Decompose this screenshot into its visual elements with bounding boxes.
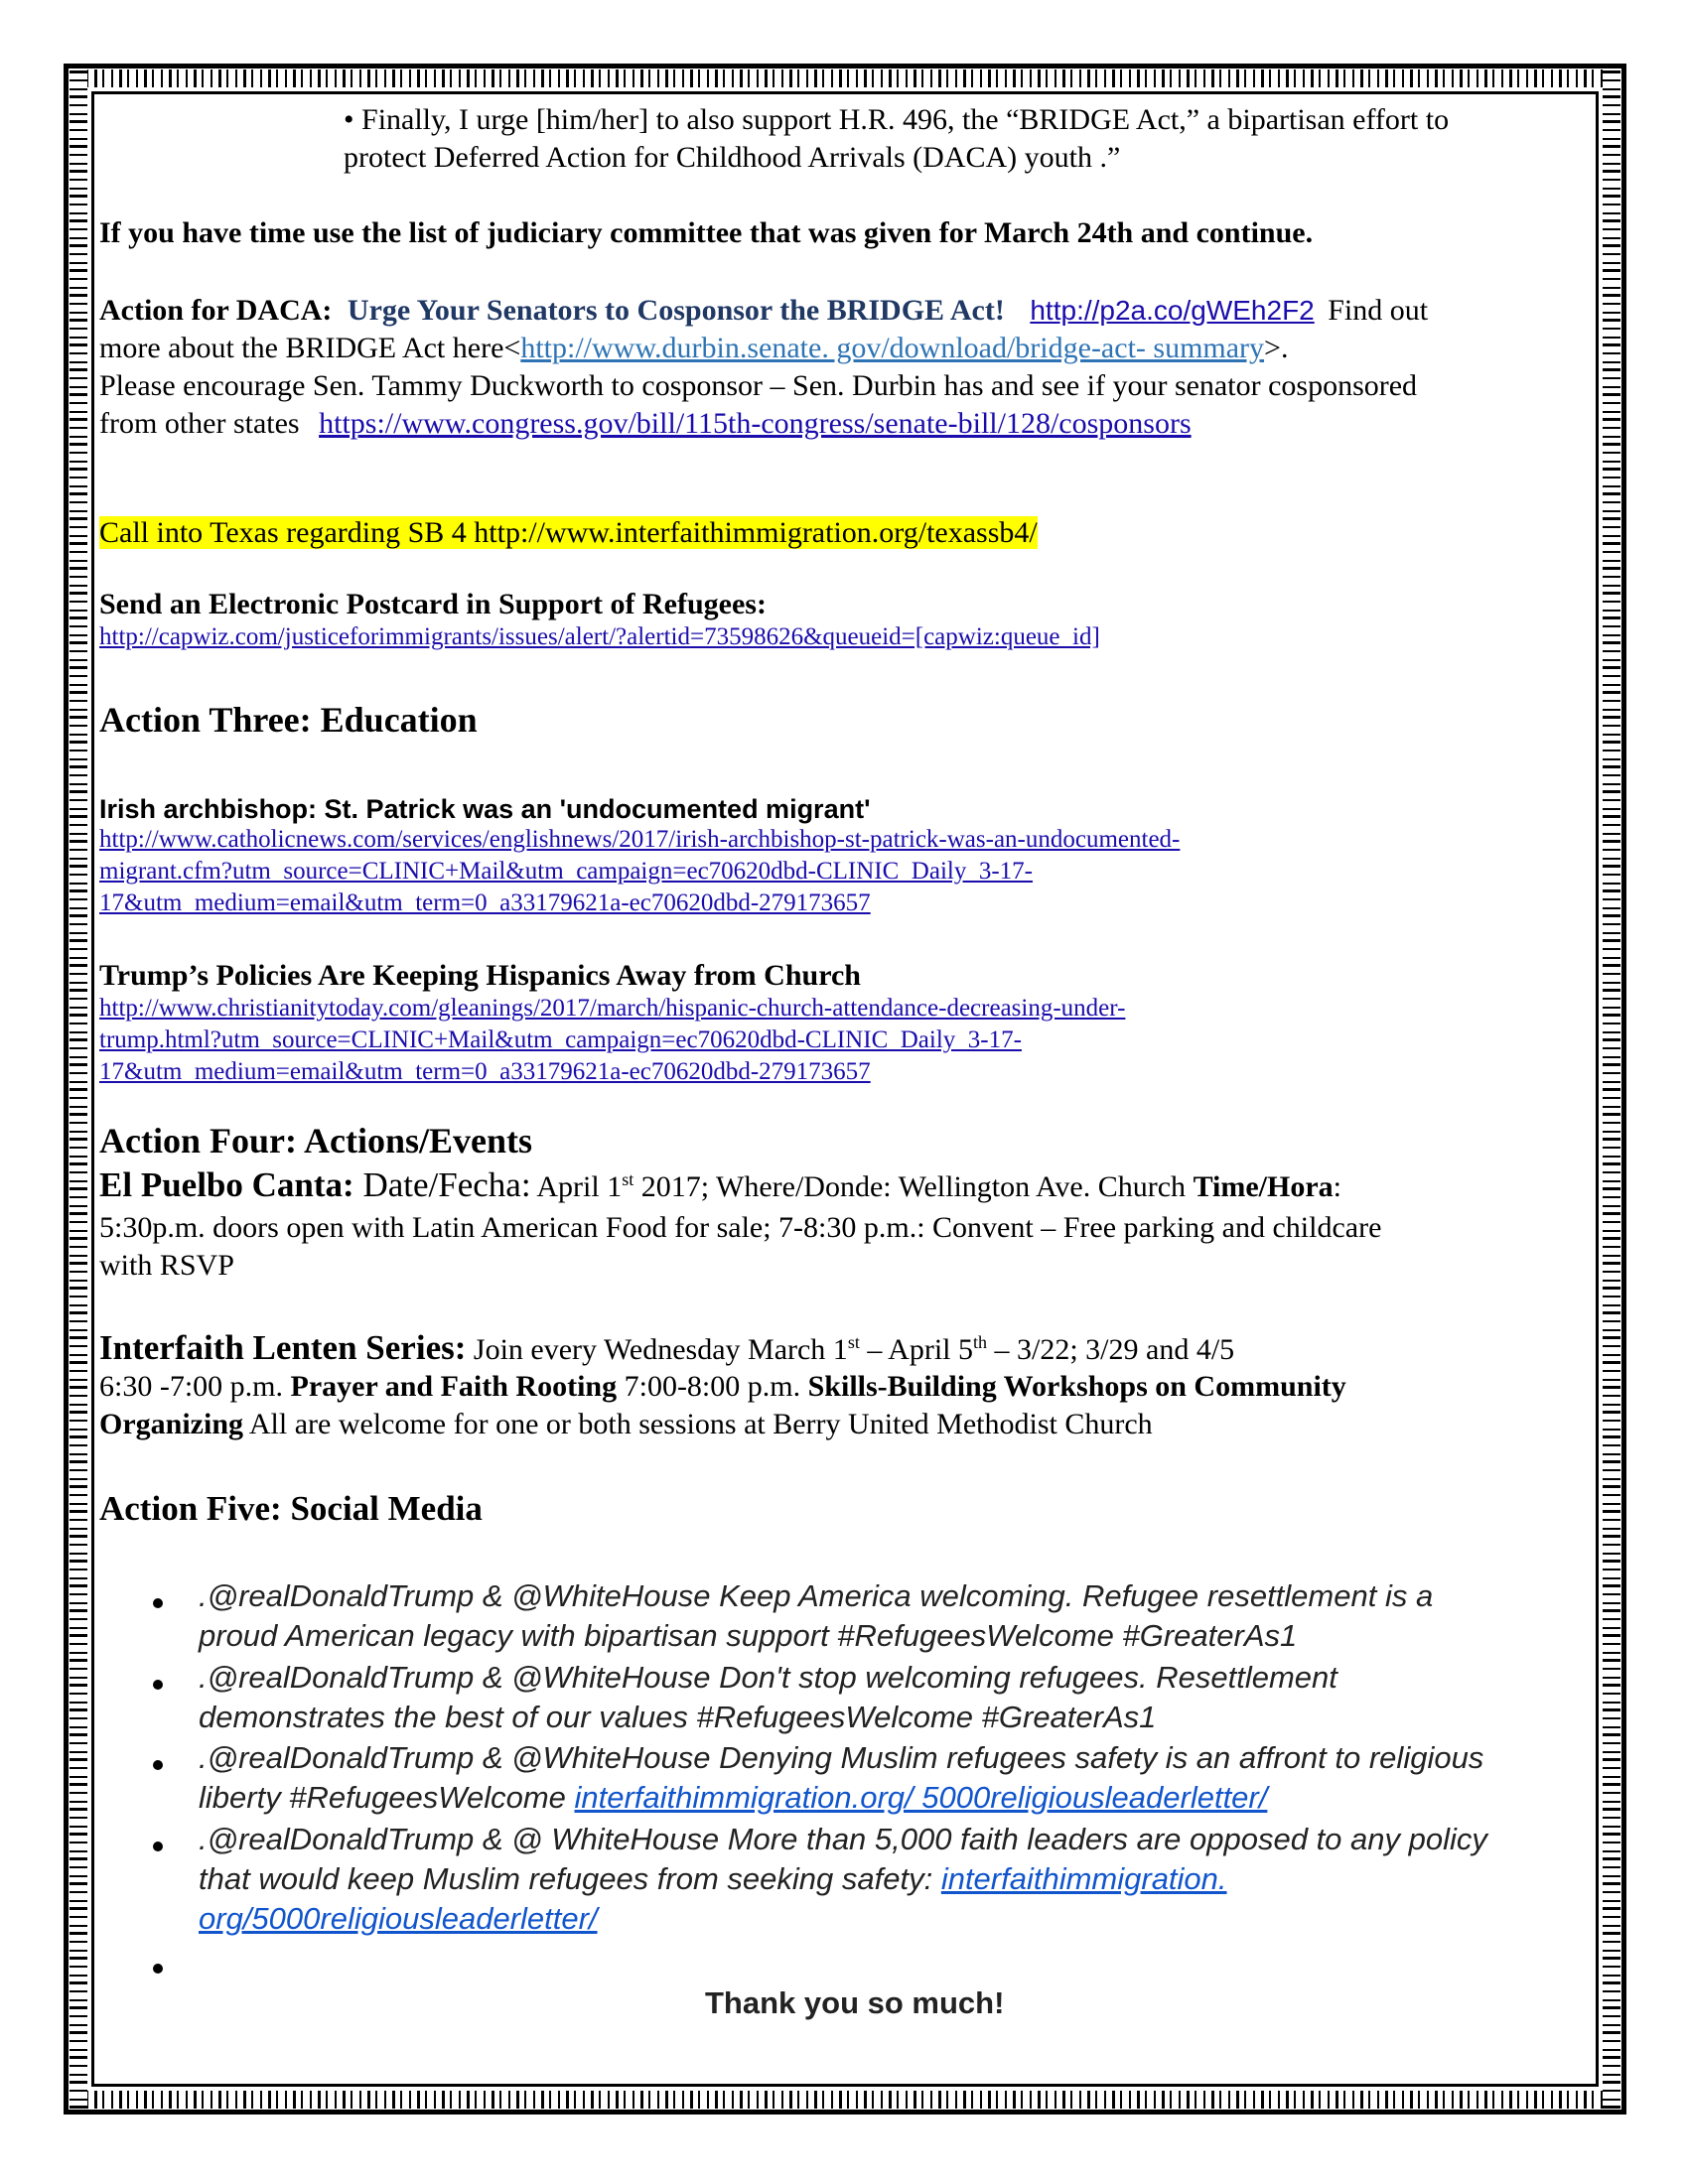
education-item2-link-1[interactable]: http://www.christianitytoday.com/gleanings/2017/march/hispanic-church-attendance-decreasing-under-: [99, 995, 1126, 1022]
tweet-3-text: liberty #RefugeesWelcome: [199, 1780, 575, 1815]
bridge-bullet-line1: • Finally, I urge [him/her] to also support H.R. 496, the “BRIDGE Act,” a bipartisan effort to: [344, 103, 1450, 136]
bullet-icon: [153, 1680, 163, 1690]
pueblo-name: El Puelbo Canta:: [99, 1165, 354, 1204]
bullet-icon: [153, 1842, 163, 1851]
border-pattern-right: [1603, 69, 1620, 2109]
action-five-heading: Action Five: Social Media: [99, 1489, 483, 1528]
durbin-link[interactable]: http://www.durbin.senate. gov/download/bridge-act- summary: [520, 332, 1265, 364]
lenten-welcome: All are welcome for one or both sessions at Berry United Methodist Church: [243, 1408, 1153, 1440]
lenten-sup1: st: [847, 1332, 860, 1352]
daca-close: >.: [1264, 332, 1289, 364]
texas-callout: [99, 516, 1038, 550]
daca-label: Action for DACA:: [99, 294, 333, 327]
education-item2-title: Trump’s Policies Are Keeping Hispanics Away from Church: [99, 959, 861, 992]
lenten-time2: 7:00-8:00 p.m.: [617, 1370, 808, 1403]
tweet-2-line2: demonstrates the best of our values #RefugeesWelcome #GreaterAs1: [199, 1700, 1157, 1734]
lenten-time1: 6:30 -7:00 p.m.: [99, 1370, 291, 1403]
bullet-icon: [153, 1964, 163, 1974]
pueblo-time-label: Time/Hora: [1193, 1170, 1334, 1203]
lenten-dates: – 3/22; 3/29 and 4/5: [987, 1333, 1235, 1366]
tweet-1-line2: proud American legacy with bipartisan support #RefugeesWelcome #GreaterAs1: [199, 1618, 1298, 1653]
bullet-icon: [153, 1598, 163, 1608]
lenten-line2: [99, 1370, 1346, 1404]
pueblo-line1: [99, 1165, 1341, 1205]
tweet-4-link-part1[interactable]: interfaithimmigration.: [940, 1861, 1227, 1896]
tweet-4-line2: [199, 1861, 1227, 1897]
postcard-title: Send an Electronic Postcard in Support of Refugees:: [99, 588, 767, 620]
pueblo-date-rest: 2017; Where/Donde: Wellington Ave. Church: [633, 1170, 1194, 1203]
lenten-line3: [99, 1408, 1153, 1441]
daca-other-states: from other states: [99, 407, 300, 440]
daca-short-link[interactable]: http://p2a.co/gWEh2F2: [1030, 295, 1315, 326]
border-pattern-top: [70, 69, 1620, 87]
judiciary-note: If you have time use the list of judiciary committee that was given for March 24th and continue.: [99, 216, 1314, 249]
education-item2-link-2[interactable]: trump.html?utm_source=CLINIC+Mail&utm_campaign=ec70620dbd-CLINIC_Daily_3-17-: [99, 1026, 1022, 1053]
pueblo-colon: :: [1333, 1170, 1341, 1203]
postcard-link[interactable]: http://capwiz.com/justiceforimmigrants/issues/alert/?alertid=73598626&queueid=[capwiz:queue_id]: [99, 623, 1100, 650]
pueblo-line3: with RSVP: [99, 1249, 234, 1282]
education-item2-link-3[interactable]: 17&utm_medium=email&utm_term=0_a33179621a-ec70620dbd-279173657: [99, 1058, 871, 1085]
daca-encourage: Please encourage Sen. Tammy Duckworth to cosponsor – Sen. Durbin has and see if your senator cosponsored: [99, 369, 1418, 402]
border-pattern-bottom: [70, 2091, 1620, 2109]
bullet-icon: [153, 1760, 163, 1770]
congress-link[interactable]: https://www.congress.gov/bill/115th-congress/senate-bill/128/cosponsors: [319, 407, 1192, 440]
action-four-heading: Action Four: Actions/Events: [99, 1121, 532, 1160]
daca-line4: [99, 407, 1192, 441]
lenten-dash: – April 5: [859, 1333, 973, 1366]
lenten-name: Interfaith Lenten Series:: [99, 1328, 467, 1367]
education-item1-link-2[interactable]: migrant.cfm?utm_source=CLINIC+Mail&utm_campaign=ec70620dbd-CLINIC_Daily_3-17-: [99, 858, 1034, 885]
lenten-prayer: Prayer and Faith Rooting: [290, 1370, 618, 1403]
tweet-2-line1: .@realDonaldTrump & @WhiteHouse Don't stop welcoming refugees. Resettlement: [199, 1660, 1337, 1695]
daca-find-out: Find out: [1328, 294, 1429, 327]
tweet-3-line2: [199, 1780, 1267, 1816]
lenten-skills: Skills-Building Workshops on Community: [807, 1370, 1346, 1403]
daca-headline: Urge Your Senators to Cosponsor the BRIDGE Act!: [347, 294, 1005, 327]
lenten-line1: [99, 1328, 1234, 1368]
education-item1-title: Irish archbishop: St. Patrick was an 'undocumented migrant': [99, 794, 871, 824]
tweet-1-line1: .@realDonaldTrump & @WhiteHouse Keep America welcoming. Refugee resettlement is a: [199, 1578, 1434, 1613]
tweet-4-line3: [199, 1901, 598, 1937]
tweet-4-text: that would keep Muslim refugees from seeking safety:: [199, 1861, 941, 1896]
pueblo-line2: 5:30p.m. doors open with Latin American Food for sale; 7-8:30 p.m.: Convent – Free parking and childcare: [99, 1211, 1382, 1244]
pueblo-date-value: April 1: [530, 1170, 623, 1203]
daca-line1: [99, 294, 1428, 328]
tweet-3-link[interactable]: interfaithimmigration.org/ 5000religiousleaderletter/: [574, 1780, 1268, 1815]
tweet-4-line1: .@realDonaldTrump & @ WhiteHouse More than 5,000 faith leaders are opposed to any policy: [199, 1822, 1487, 1856]
border-pattern-left: [70, 69, 87, 2109]
tweet-4-link-part2[interactable]: org/5000religiousleaderletter/: [199, 1901, 598, 1936]
action-three-heading: Action Three: Education: [99, 700, 478, 740]
lenten-organizing: Organizing: [99, 1408, 244, 1440]
lenten-join: Join every Wednesday March 1: [466, 1333, 848, 1366]
education-item1-link-3[interactable]: 17&utm_medium=email&utm_term=0_a33179621a-ec70620dbd-279173657: [99, 889, 871, 916]
thanks-text: Thank you so much!: [705, 1985, 1005, 2020]
texas-text[interactable]: Call into Texas regarding SB 4 http://www.interfaithimmigration.org/texassb4/: [99, 516, 1038, 549]
bridge-bullet-line2: protect Deferred Action for Childhood Arrivals (DACA) youth .”: [344, 141, 1121, 174]
education-item1-link-1[interactable]: http://www.catholicnews.com/services/englishnews/2017/irish-archbishop-st-patrick-was-an-undocumented-: [99, 826, 1181, 853]
pueblo-date-label: Date/Fecha:: [353, 1165, 531, 1204]
daca-line2: [99, 332, 1288, 365]
tweet-3-line1: .@realDonaldTrump & @WhiteHouse Denying Muslim refugees safety is an affront to religious: [199, 1740, 1484, 1775]
daca-more-about: more about the BRIDGE Act here<: [99, 332, 521, 364]
pueblo-date-sup: st: [622, 1169, 634, 1189]
lenten-sup2: th: [973, 1332, 988, 1352]
